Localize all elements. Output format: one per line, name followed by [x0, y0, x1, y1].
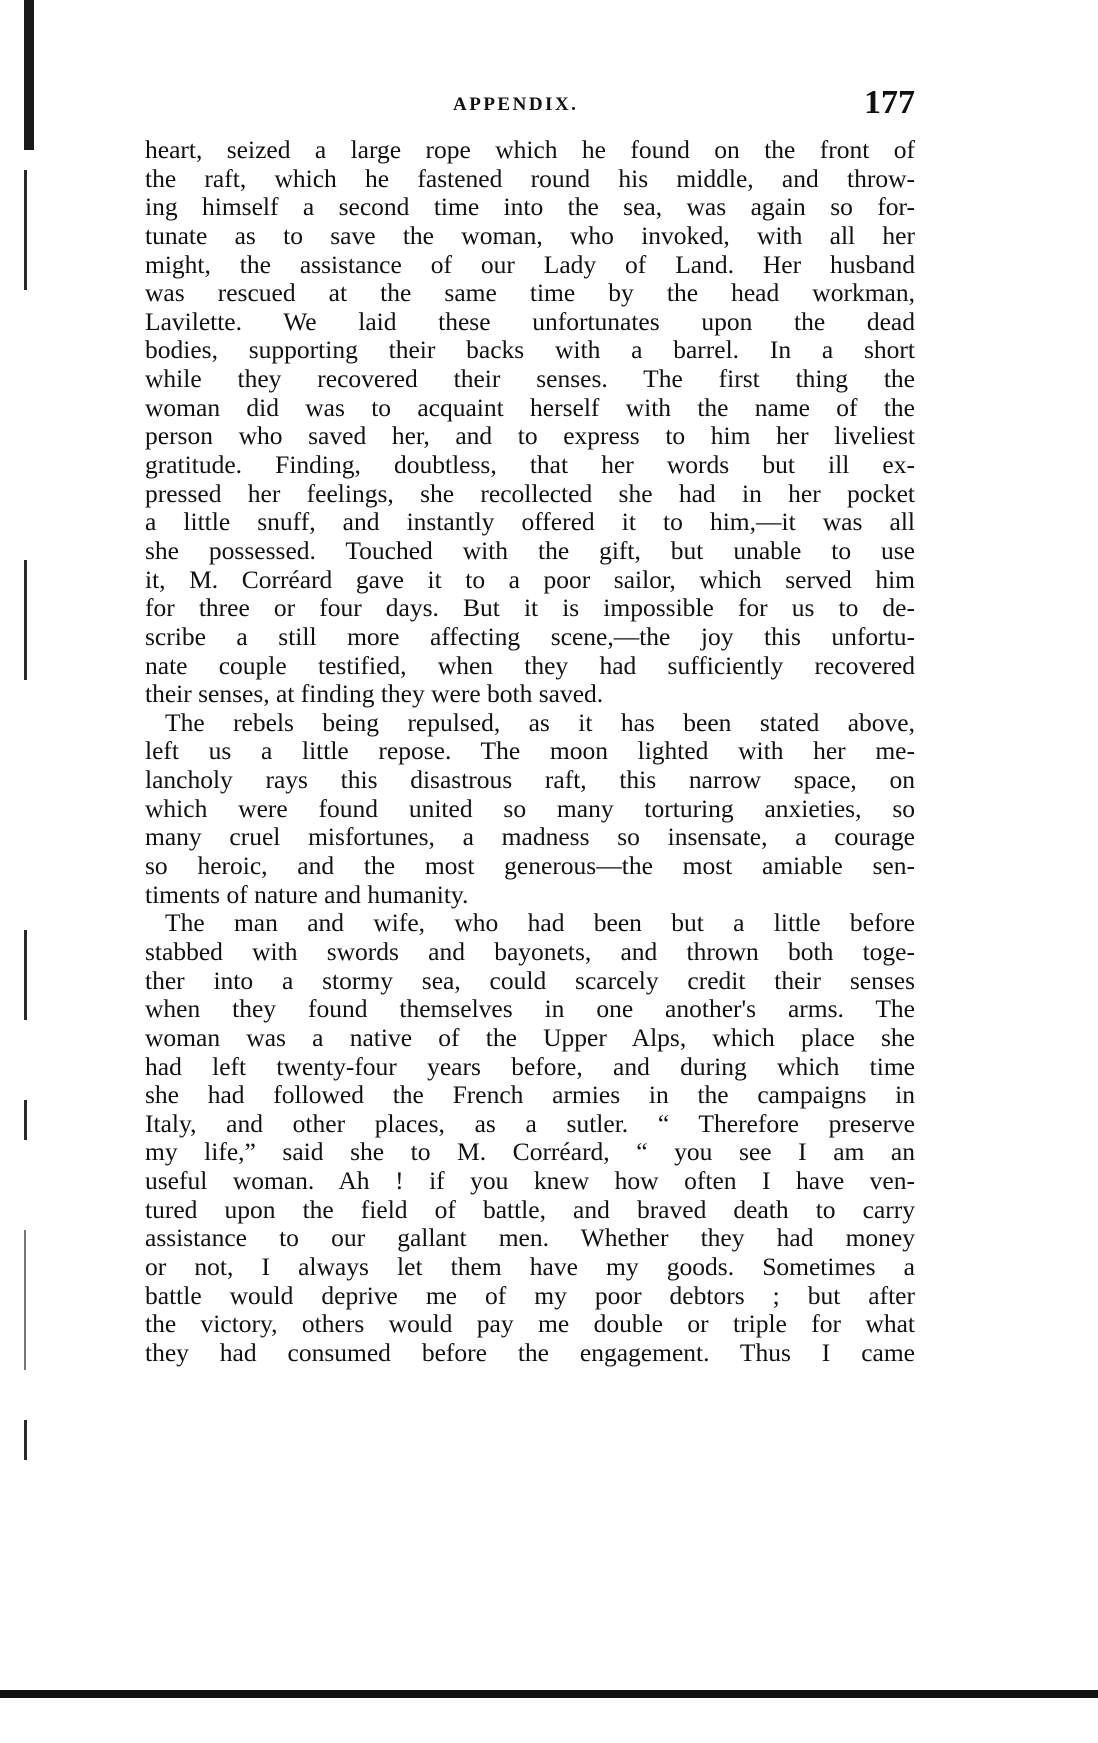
text-line: woman was a native of the Upper Alps, which place she	[145, 1022, 915, 1052]
text-line: woman did was to acquaint herself with the name of the	[145, 392, 915, 422]
text-line: when they found themselves in one another's arms. The	[145, 994, 915, 1024]
text-line: lancholy rays this disastrous raft, this narrow space, on	[145, 765, 915, 795]
text-line: ther into a stormy sea, could scarcely credit their senses	[145, 965, 915, 995]
text-line: was rescued at the same time by the head workman,	[145, 278, 915, 308]
text-line: it, M. Corréard gave it to a poor sailor, which served him	[145, 564, 915, 594]
binding-mark	[24, 1420, 27, 1460]
text-line: tunate as to save the woman, who invoked, with all her	[145, 220, 915, 250]
text-line: my life,” said she to M. Corréard, “ you see I am an	[145, 1137, 915, 1167]
text-line: timents of nature and humanity.	[145, 879, 469, 909]
text-line: scribe a still more affecting scene,—the joy this unfortu-	[145, 621, 915, 651]
text-line: useful woman. Ah ! if you knew how often I have ven-	[145, 1166, 915, 1196]
text-line: bodies, supporting their backs with a barrel. In a short	[145, 335, 915, 365]
text-line: for three or four days. But it is impossible for us to de-	[145, 593, 915, 623]
text-line: gratitude. Finding, doubtless, that her words but ill ex-	[145, 450, 915, 480]
text-line: the victory, others would pay me double or triple for what	[145, 1309, 915, 1339]
text-line: their senses, at finding they were both saved.	[145, 679, 604, 709]
text-line: many cruel misfortunes, a madness so insensate, a courage	[145, 822, 915, 852]
text-line: The man and wife, who had been but a little before	[165, 908, 915, 938]
page-number: 177	[864, 84, 915, 121]
page-header	[145, 84, 915, 128]
body-text	[145, 136, 915, 1368]
text-line: pressed her feelings, she recollected she had in her pocket	[145, 478, 915, 508]
text-line: ing himself a second time into the sea, was again so for-	[145, 192, 915, 222]
text-line: person who saved her, and to express to him her liveliest	[145, 421, 915, 451]
bottom-rule	[0, 1690, 1098, 1698]
binding-mark	[24, 1100, 27, 1140]
binding-mark	[24, 560, 27, 680]
text-line: might, the assistance of our Lady of Land. Her husband	[145, 249, 915, 279]
text-line: Lavilette. We laid these unfortunates upon the dead	[145, 306, 915, 336]
text-line: a little snuff, and instantly offered it to him,—it was all	[145, 507, 915, 537]
text-line: which were found united so many torturing anxieties, so	[145, 793, 915, 823]
text-line: they had consumed before the engagement. Thus I came	[145, 1337, 915, 1367]
text-line: while they recovered their senses. The first thing the	[145, 364, 915, 394]
text-line: battle would deprive me of my poor debtors ; but after	[145, 1280, 915, 1310]
binding-mark	[24, 930, 27, 1020]
text-line: tured upon the field of battle, and braved death to carry	[145, 1194, 915, 1224]
binding-mark	[24, 1230, 26, 1370]
text-line: left us a little repose. The moon lighted with her me-	[145, 736, 915, 766]
text-line: or not, I always let them have my goods. Sometimes a	[145, 1251, 915, 1281]
text-line: she had followed the French armies in the campaigns in	[145, 1080, 915, 1110]
text-line: she possessed. Touched with the gift, but unable to use	[145, 535, 915, 565]
text-line: heart, seized a large rope which he found on the front of	[145, 135, 915, 164]
text-line: Italy, and other places, as a sutler. “ Therefore preserve	[145, 1108, 915, 1138]
text-line: nate couple testified, when they had sufficiently recovered	[145, 650, 915, 680]
text-line: assistance to our gallant men. Whether they had money	[145, 1223, 915, 1253]
text-line: the raft, which he fastened round his middle, and throw-	[145, 163, 915, 193]
binding-mark	[24, 170, 27, 290]
text-line: so heroic, and the most generous—the most amiable sen-	[145, 851, 915, 881]
running-head: APPENDIX.	[453, 94, 579, 115]
binding-edge	[24, 0, 34, 150]
text-line: The rebels being repulsed, as it has been stated above,	[165, 707, 915, 737]
text-line: had left twenty-four years before, and during which time	[145, 1051, 915, 1081]
text-line: stabbed with swords and bayonets, and thrown both toge-	[145, 936, 915, 966]
